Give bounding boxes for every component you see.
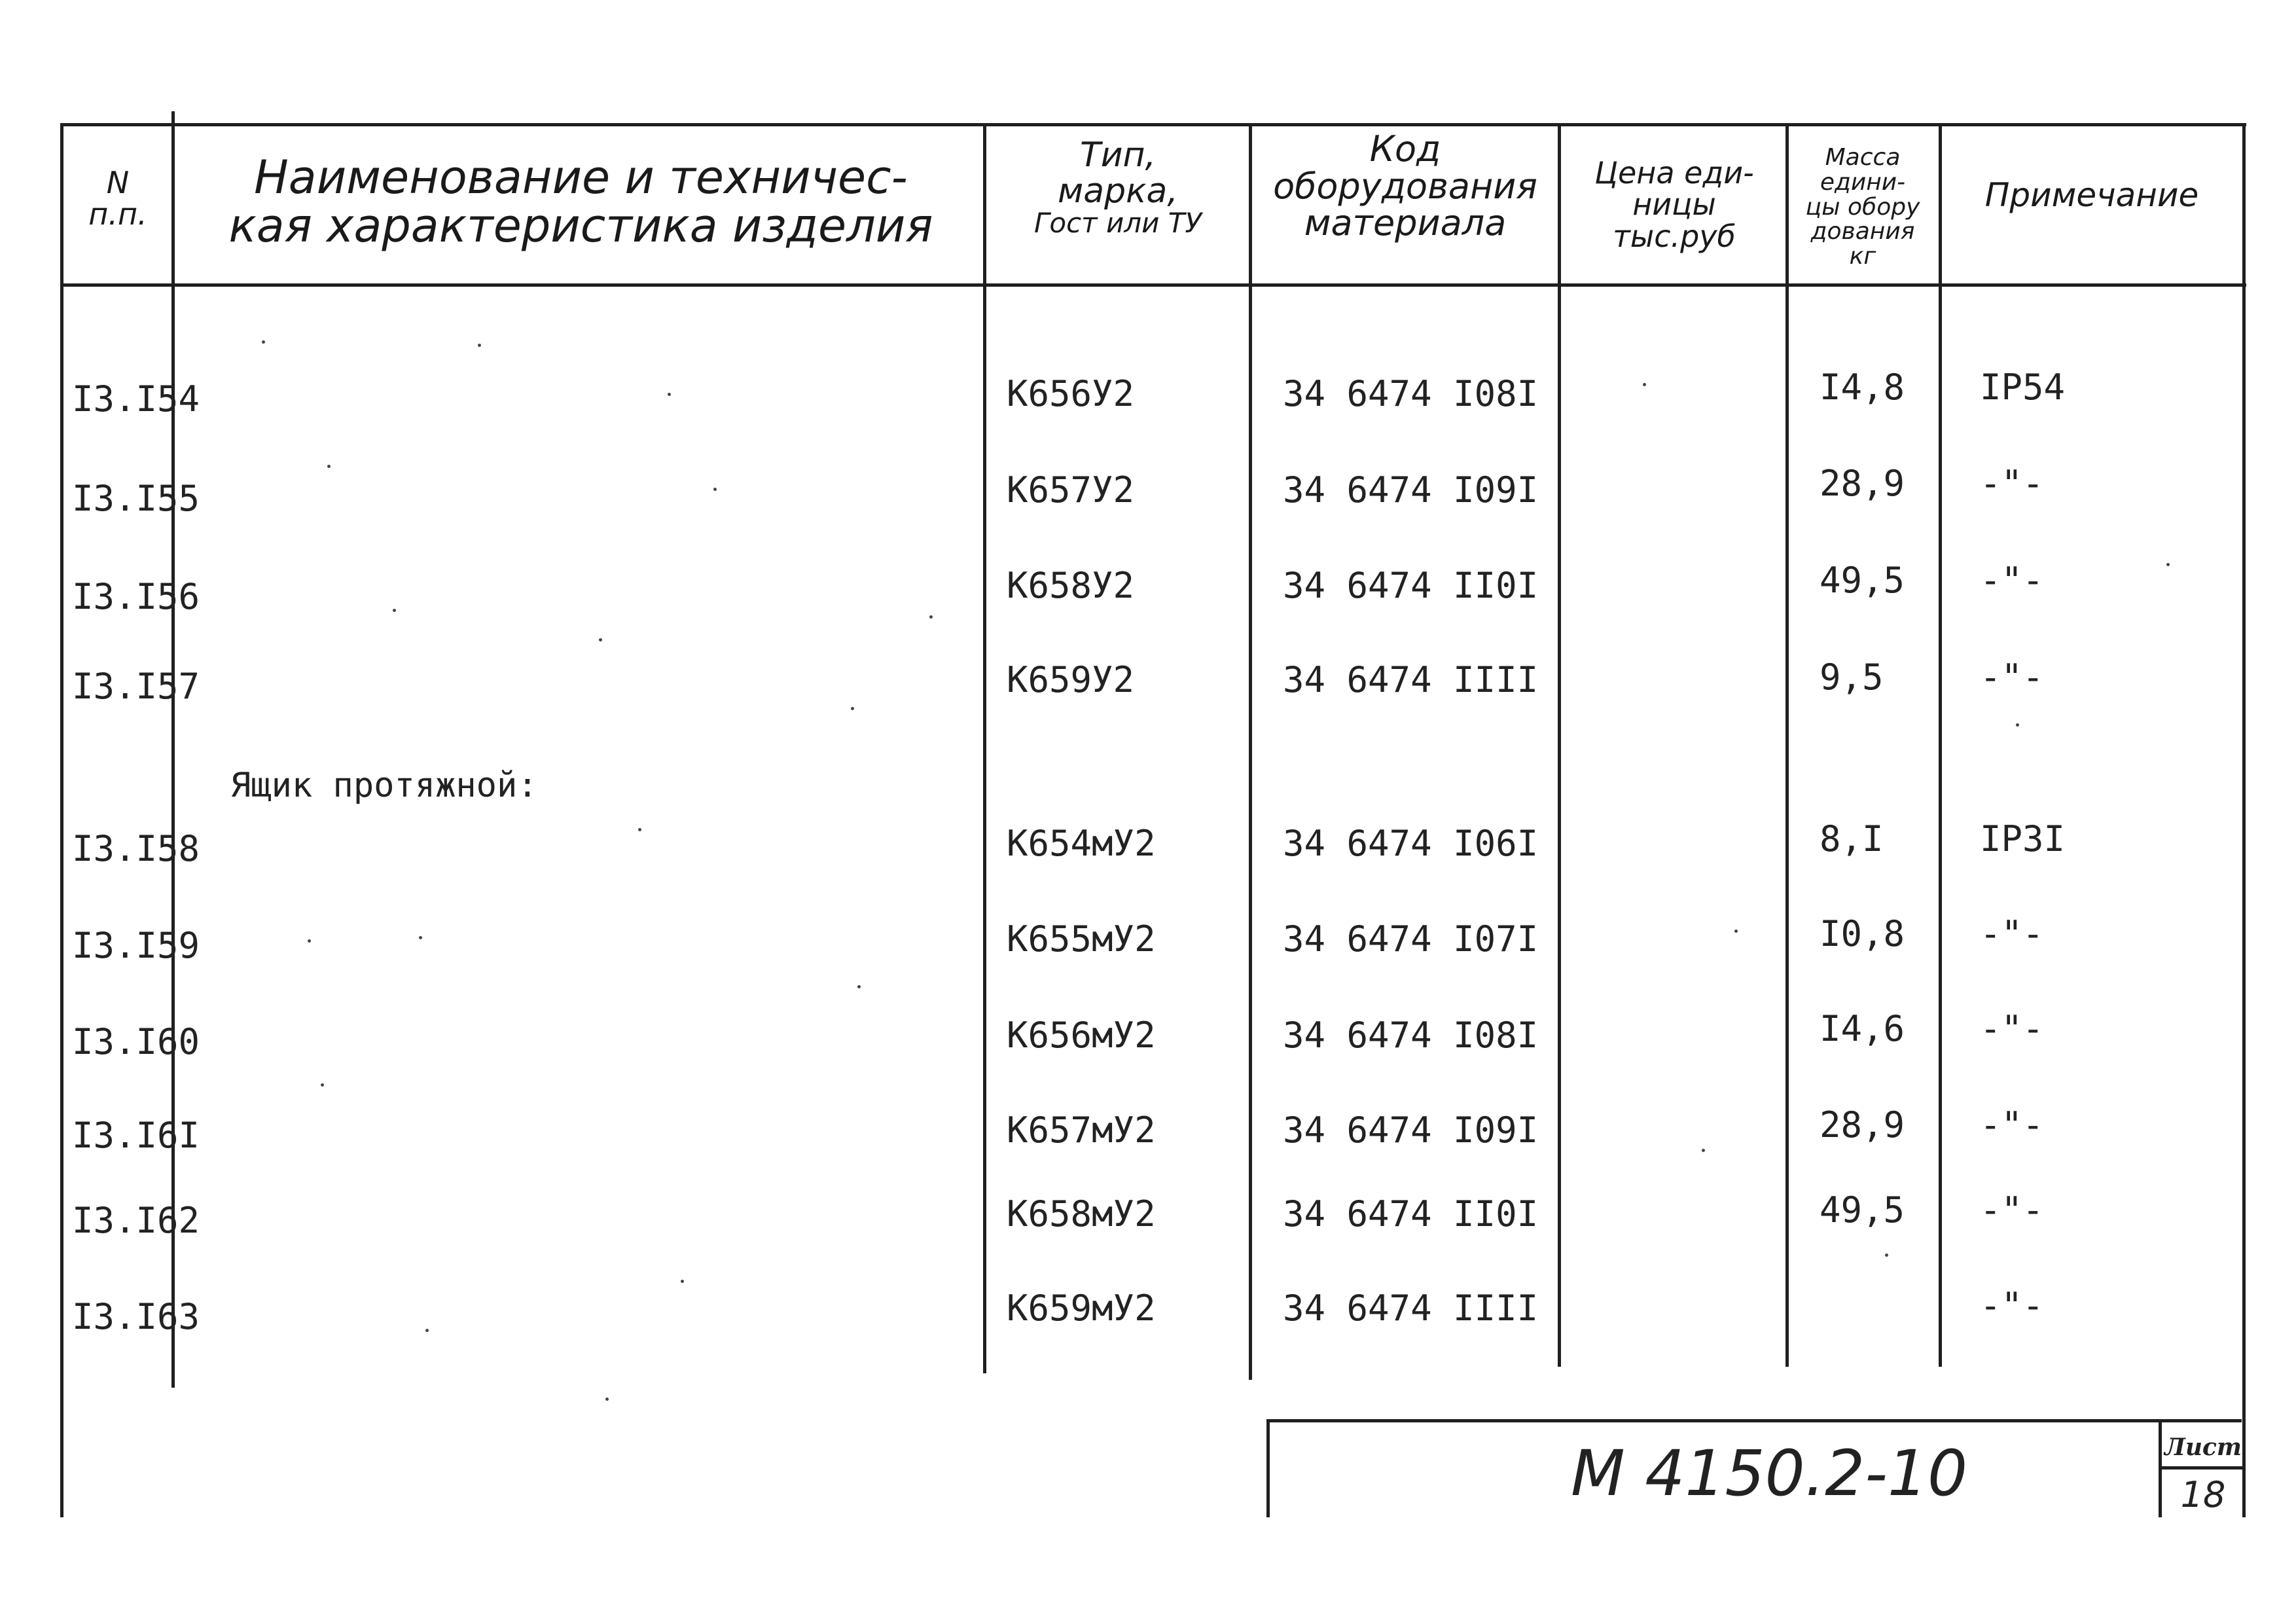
- scan-speck: [321, 1083, 324, 1087]
- stamp-left-border: [1266, 1419, 1270, 1517]
- scan-speck: [638, 828, 641, 831]
- row-note: -"-: [1980, 1008, 2044, 1049]
- row-type: К655мУ2: [1007, 918, 1156, 960]
- header-number: N п.п.: [88, 165, 147, 232]
- scan-speck: [668, 393, 671, 396]
- row-code: 34 6474 IIII: [1283, 659, 1539, 700]
- row-note: -"-: [1980, 1189, 2044, 1231]
- scan-speck: [478, 344, 481, 347]
- table-left-border: [60, 123, 63, 1517]
- scan-speck: [419, 936, 422, 939]
- divider-name-type: [983, 123, 986, 1373]
- row-mass: 8,I: [1820, 818, 1884, 859]
- row-code: 34 6474 I08I: [1283, 373, 1539, 414]
- scan-speck: [681, 1280, 684, 1283]
- row-type: К654мУ2: [1007, 823, 1156, 864]
- scan-speck: [929, 615, 933, 619]
- row-mass: 28,9: [1820, 1104, 1905, 1146]
- row-number: I3.I54: [72, 378, 200, 420]
- header-type: Тип, марка, Гост или ТУ: [1033, 135, 1202, 240]
- row-mass: 28,9: [1820, 463, 1905, 504]
- header-code: Код оборудования материала: [1273, 128, 1537, 244]
- row-code: 34 6474 I06I: [1283, 823, 1539, 864]
- scan-speck: [393, 609, 396, 612]
- row-mass: 9,5: [1820, 657, 1884, 698]
- scan-speck: [1643, 383, 1646, 386]
- scan-speck: [605, 1398, 609, 1401]
- scan-speck: [857, 985, 861, 988]
- row-type: К656мУ2: [1007, 1015, 1156, 1056]
- row-note: -"-: [1980, 560, 2044, 601]
- sheet-number: 18: [2180, 1474, 2226, 1515]
- header-name: Наименование и техничес- кая характеристика изделия: [228, 151, 933, 253]
- row-number: I3.I55: [72, 478, 200, 519]
- row-code: 34 6474 II0I: [1283, 1193, 1539, 1235]
- row-mass: 49,5: [1820, 560, 1905, 601]
- row-type: К658У2: [1007, 565, 1135, 606]
- stamp-top-border: [1266, 1419, 2242, 1422]
- scan-speck: [599, 638, 602, 641]
- header-mass: Масса едини- цы обору дования кг: [1805, 144, 1920, 270]
- scan-speck: [1885, 1254, 1888, 1257]
- scan-speck: [327, 465, 331, 468]
- row-number: I3.I62: [72, 1200, 200, 1241]
- scan-speck: [2016, 723, 2019, 727]
- divider-type-code: [1249, 123, 1252, 1380]
- row-code: 34 6474 I07I: [1283, 918, 1539, 960]
- row-mass: I4,6: [1820, 1008, 1905, 1049]
- row-note: -"-: [1980, 463, 2044, 504]
- row-mass: I4,8: [1820, 367, 1905, 408]
- row-type: К657У2: [1007, 469, 1135, 511]
- scan-speck: [425, 1329, 429, 1332]
- scan-speck: [713, 488, 717, 491]
- scan-speck: [1702, 1149, 1705, 1152]
- row-note: -"-: [1980, 1104, 2044, 1146]
- row-mass: 49,5: [1820, 1189, 1905, 1231]
- row-note: -"-: [1980, 913, 2044, 954]
- row-code: 34 6474 I09I: [1283, 469, 1539, 511]
- header-price: Цена еди- ницы тыс.руб: [1594, 155, 1754, 254]
- header-bottom-border: [60, 283, 2246, 287]
- scan-speck: [262, 340, 265, 344]
- row-type: К656У2: [1007, 373, 1135, 414]
- divider-num-name: [171, 111, 175, 1388]
- row-number: I3.I63: [72, 1296, 200, 1337]
- row-number: I3.I59: [72, 925, 200, 966]
- row-type: К658мУ2: [1007, 1193, 1156, 1235]
- row-number: I3.I6I: [72, 1115, 200, 1156]
- table-right-border: [2242, 123, 2246, 1517]
- row-type: К659У2: [1007, 659, 1135, 700]
- row-note: IP54: [1980, 367, 2066, 408]
- row-mass: I0,8: [1820, 913, 1905, 954]
- row-number: I3.I58: [72, 828, 200, 869]
- divider-price-mass: [1785, 123, 1789, 1367]
- stamp-sheet-line: [2159, 1466, 2242, 1470]
- table-top-border: [60, 123, 2246, 126]
- row-number: I3.I60: [72, 1021, 200, 1062]
- sheet-label: Лист: [2164, 1434, 2242, 1461]
- scan-speck: [2166, 563, 2170, 566]
- row-code: 34 6474 II0I: [1283, 565, 1539, 606]
- scan-speck: [851, 707, 854, 710]
- divider-code-price: [1558, 123, 1561, 1367]
- scan-speck: [1734, 929, 1738, 933]
- row-code: 34 6474 I08I: [1283, 1015, 1539, 1056]
- row-number: I3.I56: [72, 576, 200, 617]
- section-title: Ящик протяжной:: [230, 766, 538, 805]
- divider-mass-note: [1939, 123, 1942, 1367]
- row-code: 34 6474 I09I: [1283, 1110, 1539, 1151]
- row-number: I3.I57: [72, 666, 200, 707]
- document-code: М 4150.2-10: [1571, 1437, 1968, 1510]
- scan-speck: [308, 939, 311, 943]
- row-type: К657мУ2: [1007, 1110, 1156, 1151]
- row-note: -"-: [1980, 1285, 2044, 1326]
- row-note: -"-: [1980, 657, 2044, 698]
- row-type: К659мУ2: [1007, 1288, 1156, 1329]
- row-note: IP3I: [1980, 818, 2066, 859]
- row-code: 34 6474 IIII: [1283, 1288, 1539, 1329]
- header-note: Примечание: [1984, 176, 2199, 214]
